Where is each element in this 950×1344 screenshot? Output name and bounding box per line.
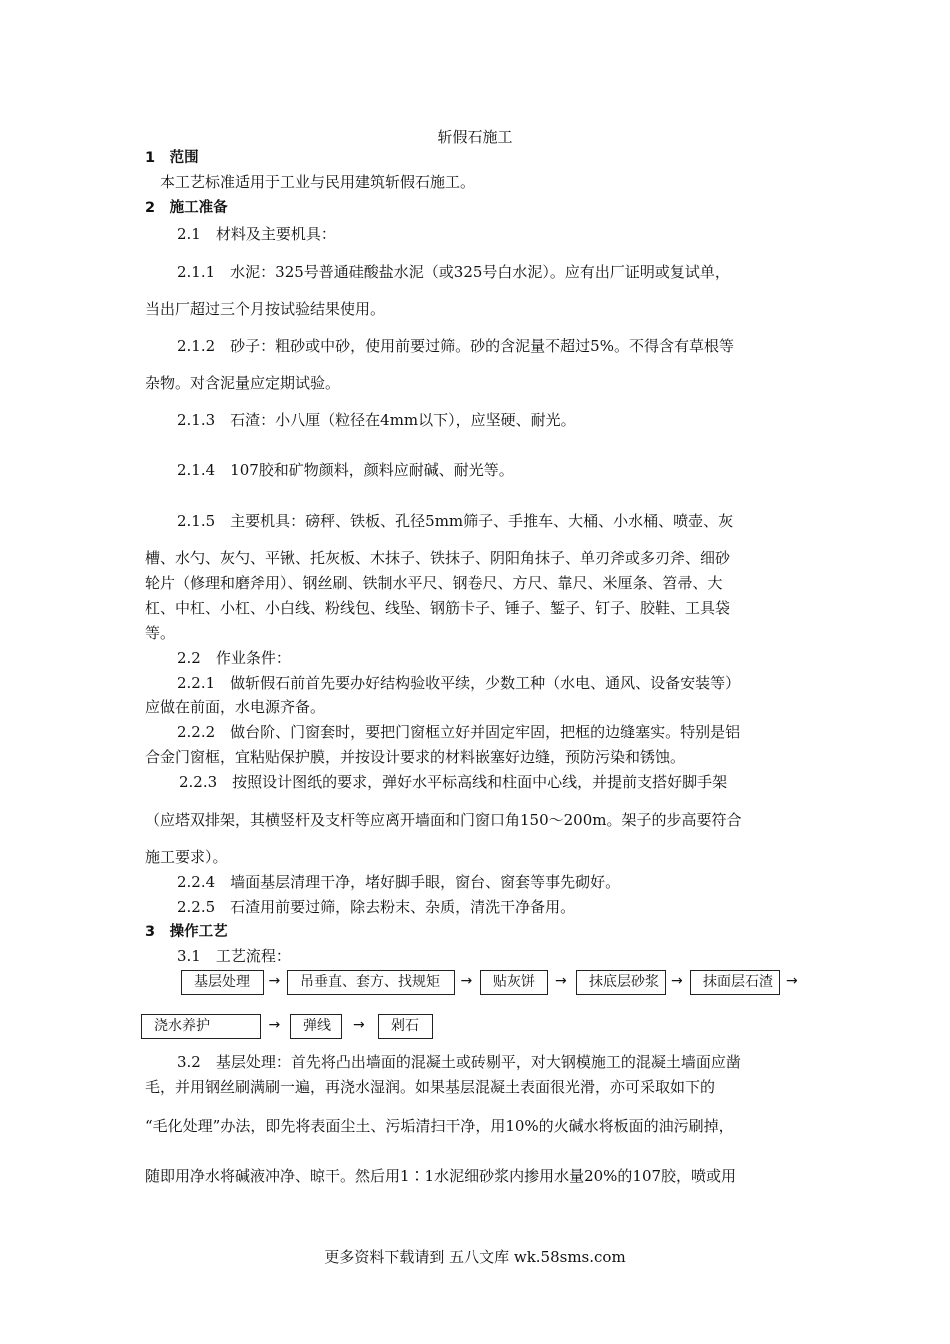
body-text-line: 2.2.5 石渣用前要过筛，除去粉末、杂质，清洗干净备用。 xyxy=(177,898,576,916)
section-heading: 1 范围 xyxy=(145,150,199,166)
flow-arrow-icon: → xyxy=(268,1017,281,1033)
body-text-line: 2.2.3 按照设计图纸的要求，弹好水平标高线和柱面中心线，并提前支搭好脚手架 xyxy=(179,773,728,791)
body-text-line: 2.1.2 砂子：粗砂或中砂，使用前要过筛。砂的含泥量不超过5%。不得含有草根等 xyxy=(177,337,734,355)
flow-step-box: 抹底层砂浆 xyxy=(576,970,666,995)
section-heading: 3 操作工艺 xyxy=(145,924,228,940)
body-text-line: 应做在前面，水电源齐备。 xyxy=(145,698,326,716)
body-text-line: 当出厂超过三个月按试验结果使用。 xyxy=(145,300,386,318)
flow-arrow-icon: → xyxy=(555,973,567,989)
body-text-line: 2.1 材料及主要机具： xyxy=(177,225,336,243)
body-text-line: 2.1.3 石渣：小八厘（粒径在4mm以下），应坚硬、耐光。 xyxy=(177,411,576,429)
document-title: 斩假石施工 xyxy=(437,128,513,146)
body-text-line: 本工艺标准适用于工业与民用建筑斩假石施工。 xyxy=(160,173,476,191)
body-text-line: 杂物。对含泥量应定期试验。 xyxy=(145,374,341,392)
body-text-line: 2.1.4 107胶和矿物颜料，颜料应耐碱、耐光等。 xyxy=(177,461,514,479)
body-text-line: 2.1.1 水泥：325号普通硅酸盐水泥（或325号白水泥）。应有出厂证明或复试单， xyxy=(177,263,730,281)
body-text-line: 等。 xyxy=(145,624,176,642)
body-text-line: 2.2 作业条件： xyxy=(177,649,291,667)
body-text-line: 2.1.5 主要机具：磅秤、铁板、孔径5mm筛子、手推车、大桶、小水桶、喷壶、灰 xyxy=(177,512,734,530)
flow-step-box: 弹线 xyxy=(290,1014,342,1039)
body-text-line: 合金门窗框，宜粘贴保护膜，并按设计要求的材料嵌塞好边缝，预防污染和锈蚀。 xyxy=(145,748,686,766)
flow-step-box: 贴灰饼 xyxy=(480,970,548,995)
flow-arrow-icon: → xyxy=(786,973,798,989)
flow-arrow-icon: → xyxy=(671,973,683,989)
flow-arrow-icon: → xyxy=(460,973,473,989)
body-text-line: 2.2.4 墙面基层清理干净，堵好脚手眼，窗台、窗套等事先砌好。 xyxy=(177,873,621,891)
body-text-line: 随即用净水将碱液冲净、晾干。然后用1∶1水泥细砂浆内掺用水量20%的107胶，喷或用 xyxy=(145,1167,737,1185)
body-text-line: 轮片（修理和磨斧用）、钢丝刷、铁制水平尺、钢卷尺、方尺、靠尺、米厘条、笤帚、大 xyxy=(145,574,723,592)
body-text-line: 3.2 基层处理：首先将凸出墙面的混凝土或砖剔平，对大钢模施工的混凝土墙面应凿 xyxy=(177,1053,741,1071)
flow-step-box: 浇水养护 xyxy=(141,1014,261,1039)
section-heading: 2 施工准备 xyxy=(145,200,228,216)
flow-step-box: 剁石 xyxy=(378,1014,433,1039)
body-text-line: 杠、中杠、小杠、小白线、粉线包、线坠、钢筋卡子、锤子、錾子、钉子、胶鞋、工具袋 xyxy=(145,599,731,617)
body-text-line: 2.2.2 做台阶、门窗套时，要把门窗框立好并固定牢固，把框的边缝塞实。特别是铝 xyxy=(177,723,741,741)
body-text-line: “毛化处理”办法，即先将表面尘土、污垢清扫干净，用10%的火碱水将板面的油污刷掉， xyxy=(145,1117,734,1135)
body-text-line: （应塔双排架，其横竖杆及支杆等应离开墙面和门窗口角150～200m。架子的步高要符合 xyxy=(145,811,742,829)
body-text-line: 2.2.1 做斩假石前首先要办好结构验收平续，少数工种（水电、通风、设备安装等） xyxy=(177,674,741,692)
body-text-line: 施工要求）。 xyxy=(145,848,228,866)
flow-arrow-icon: → xyxy=(268,973,281,989)
body-text-line: 3.1 工艺流程： xyxy=(177,947,291,965)
flow-step-box: 基层处理 xyxy=(181,970,264,995)
flow-arrow-icon: → xyxy=(353,1017,365,1033)
footer-watermark[interactable]: 更多资料下载请到 五八文库 wk.58sms.com xyxy=(324,1248,626,1266)
body-text-line: 毛，并用钢丝刷满刷一遍，再浇水湿润。如果基层混凝土表面很光滑，亦可采取如下的 xyxy=(145,1078,716,1096)
flow-step-box: 吊垂直、套方、找规矩 xyxy=(287,970,455,995)
flow-step-box: 抹面层石渣 xyxy=(690,970,780,995)
body-text-line: 槽、水勺、灰勺、平锹、托灰板、木抹子、铁抹子、阴阳角抹子、单刃斧或多刃斧、细砂 xyxy=(145,549,731,567)
